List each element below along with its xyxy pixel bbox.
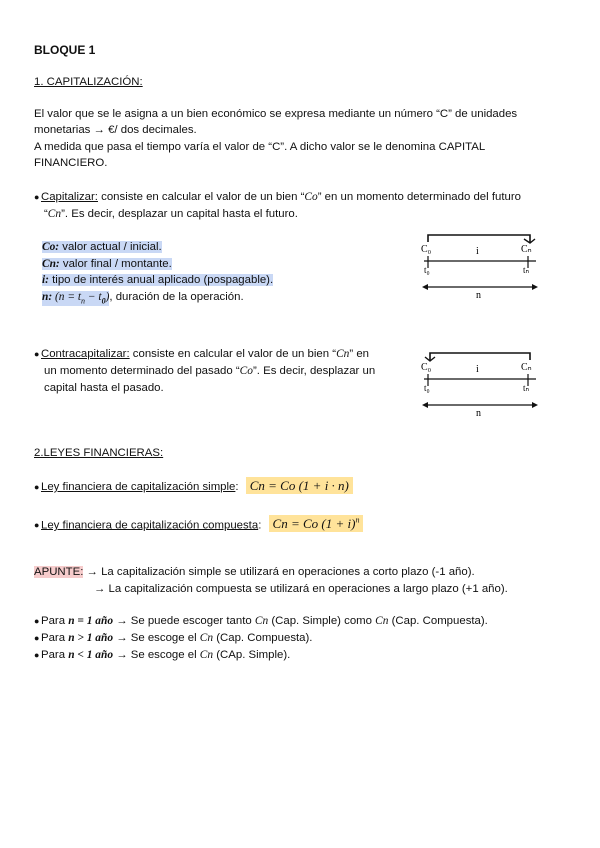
cn-symbol: Cn [199, 649, 214, 661]
duration-label: n [476, 408, 481, 419]
t-right-label: tₙ [523, 383, 530, 393]
cn-symbol: Cn [336, 348, 350, 360]
paragraph-line: monetarias → €/ dos decimales. [34, 124, 197, 136]
arrowhead-left [422, 402, 428, 408]
t-left-label: t₀ [424, 265, 430, 275]
apunte-line2: → La capitalización compuesta se utilizará en operaciones a largo plazo (+1 año). [94, 583, 508, 595]
apunte-line1 [34, 566, 475, 578]
contracapitalizar-line2 [44, 365, 375, 377]
bracket [428, 235, 530, 242]
section-heading-capitalizacion: 1. CAPITALIZACIÓN: [34, 76, 143, 88]
simple-formula: Cn = Co (1 + i · n) [246, 477, 353, 494]
cn-symbol: Cn [254, 615, 269, 627]
bullet-icon: ● [34, 192, 40, 202]
text: Para [41, 649, 69, 661]
bullet-icon: ● [34, 482, 40, 492]
text: (Cap. Compuesta). [213, 632, 313, 644]
text: “ [44, 208, 48, 220]
page-title: BLOQUE 1 [34, 43, 96, 57]
exponent: n [355, 516, 360, 525]
definition-text: valor final / montante. [59, 258, 172, 270]
text: → Se escoge el [113, 649, 200, 661]
paragraph-line: El valor que se le asigna a un bien económico se expresa mediante un número “C” de unidades [34, 108, 518, 120]
arrowhead-left [422, 284, 428, 290]
text: (Cap. Compuesta). [388, 615, 488, 627]
c-right-label: Cₙ [521, 362, 532, 373]
cn-symbol: Cn [47, 208, 62, 220]
n-formula: ) [105, 291, 110, 303]
text: consiste en calcular el valor de un bien “ [97, 191, 305, 203]
cn-symbol: Cn [199, 632, 214, 644]
text: → Se escoge el [113, 632, 200, 644]
definition-text: tipo de interés anual aplicado (pospagable). [48, 274, 274, 286]
definition-i [42, 274, 273, 286]
section-heading-leyes: 2.LEYES FINANCIERAS: [34, 447, 164, 459]
text: ” en un momento determinado del futuro [317, 191, 521, 203]
text: Para [41, 615, 69, 627]
t-left-label: t₀ [424, 383, 430, 393]
co-symbol: Co [239, 365, 253, 377]
cn-symbol: Cn: [42, 258, 60, 270]
text: ”. Es decir, desplazar un capital hasta el futuro. [61, 208, 298, 220]
apunte-label: APUNTE: [34, 566, 84, 578]
capitalization-timeline-diagram [418, 228, 542, 304]
text: Para [41, 632, 69, 644]
n-symbol: n: [42, 291, 53, 303]
text: (Cap. Simple) como [268, 615, 376, 627]
law-label: Ley financiera de capitalización compuesta [41, 519, 259, 532]
rule-less [34, 649, 290, 661]
text: → Se puede escoger tanto [113, 615, 255, 627]
apunte-text: → La capitalización simple se utilizará en operaciones a corto plazo (-1 año). [83, 566, 475, 578]
definition-text: , duración de la operación. [109, 291, 244, 303]
paragraph-line: A medida que pasa el tiempo varía el valor de “C”. A dicho valor se le denomina CAPITAL [34, 141, 486, 153]
bullet-icon: ● [34, 633, 40, 643]
law-compuesta [34, 516, 363, 532]
contracapitalizar-line3: capital hasta el pasado. [44, 382, 164, 394]
n-formula: (n = t [52, 291, 82, 303]
definition-co [42, 241, 162, 253]
contracapitalizar-term: Contracapitalizar: [41, 348, 130, 360]
cn-symbol: Cn [375, 615, 389, 627]
duration-label: n [476, 290, 481, 301]
contracapitalizar-line1 [34, 348, 369, 360]
text: ”. Es decir, desplazar un [252, 365, 376, 377]
bullet-icon: ● [34, 650, 40, 660]
i-symbol: i: [42, 274, 49, 286]
rule-condition: n = 1 año [68, 615, 114, 627]
rule-greater [34, 632, 312, 644]
arrowhead-right [532, 284, 538, 290]
subscript: 0 [101, 296, 106, 306]
law-label: Ley financiera de capitalización simple [41, 481, 236, 493]
co-symbol: Co [304, 191, 318, 203]
rate-label: i [476, 246, 479, 257]
c-left-label: C₀ [421, 244, 432, 255]
rule-condition: n > 1 año [68, 632, 114, 644]
bullet-icon: ● [34, 349, 40, 359]
paragraph-line: FINANCIERO. [34, 157, 108, 169]
subscript: n [81, 296, 86, 306]
co-symbol: Co: [42, 241, 60, 253]
rule-condition: n < 1 año [68, 649, 114, 661]
c-left-label: C₀ [421, 362, 432, 373]
text: ” en [349, 348, 369, 360]
t-right-label: tₙ [523, 265, 530, 275]
text: un momento determinado del pasado “ [44, 365, 240, 377]
bullet-icon: ● [34, 616, 40, 626]
definition-n [42, 291, 244, 305]
capitalizar-term: Capitalizar: [41, 191, 98, 203]
law-simple [34, 478, 353, 494]
text: (CAp. Simple). [213, 649, 291, 661]
definition-cn [42, 258, 172, 270]
capitalizar-line2 [44, 208, 298, 220]
bracket [430, 353, 530, 360]
bullet-icon: ● [34, 520, 40, 531]
text: : [258, 519, 262, 532]
contracapitalization-timeline-diagram [418, 346, 542, 422]
rate-label: i [476, 364, 479, 375]
compound-formula: Cn = Co (1 + i) [272, 516, 356, 532]
c-right-label: Cₙ [521, 244, 532, 255]
n-formula: − t [85, 291, 102, 303]
arrowhead-right [532, 402, 538, 408]
text: consiste en calcular el valor de un bien “ [129, 348, 337, 360]
text: : [235, 481, 239, 493]
definition-text: valor actual / inicial. [59, 241, 162, 253]
rule-equal [34, 615, 488, 627]
capitalizar-line1 [34, 191, 521, 203]
